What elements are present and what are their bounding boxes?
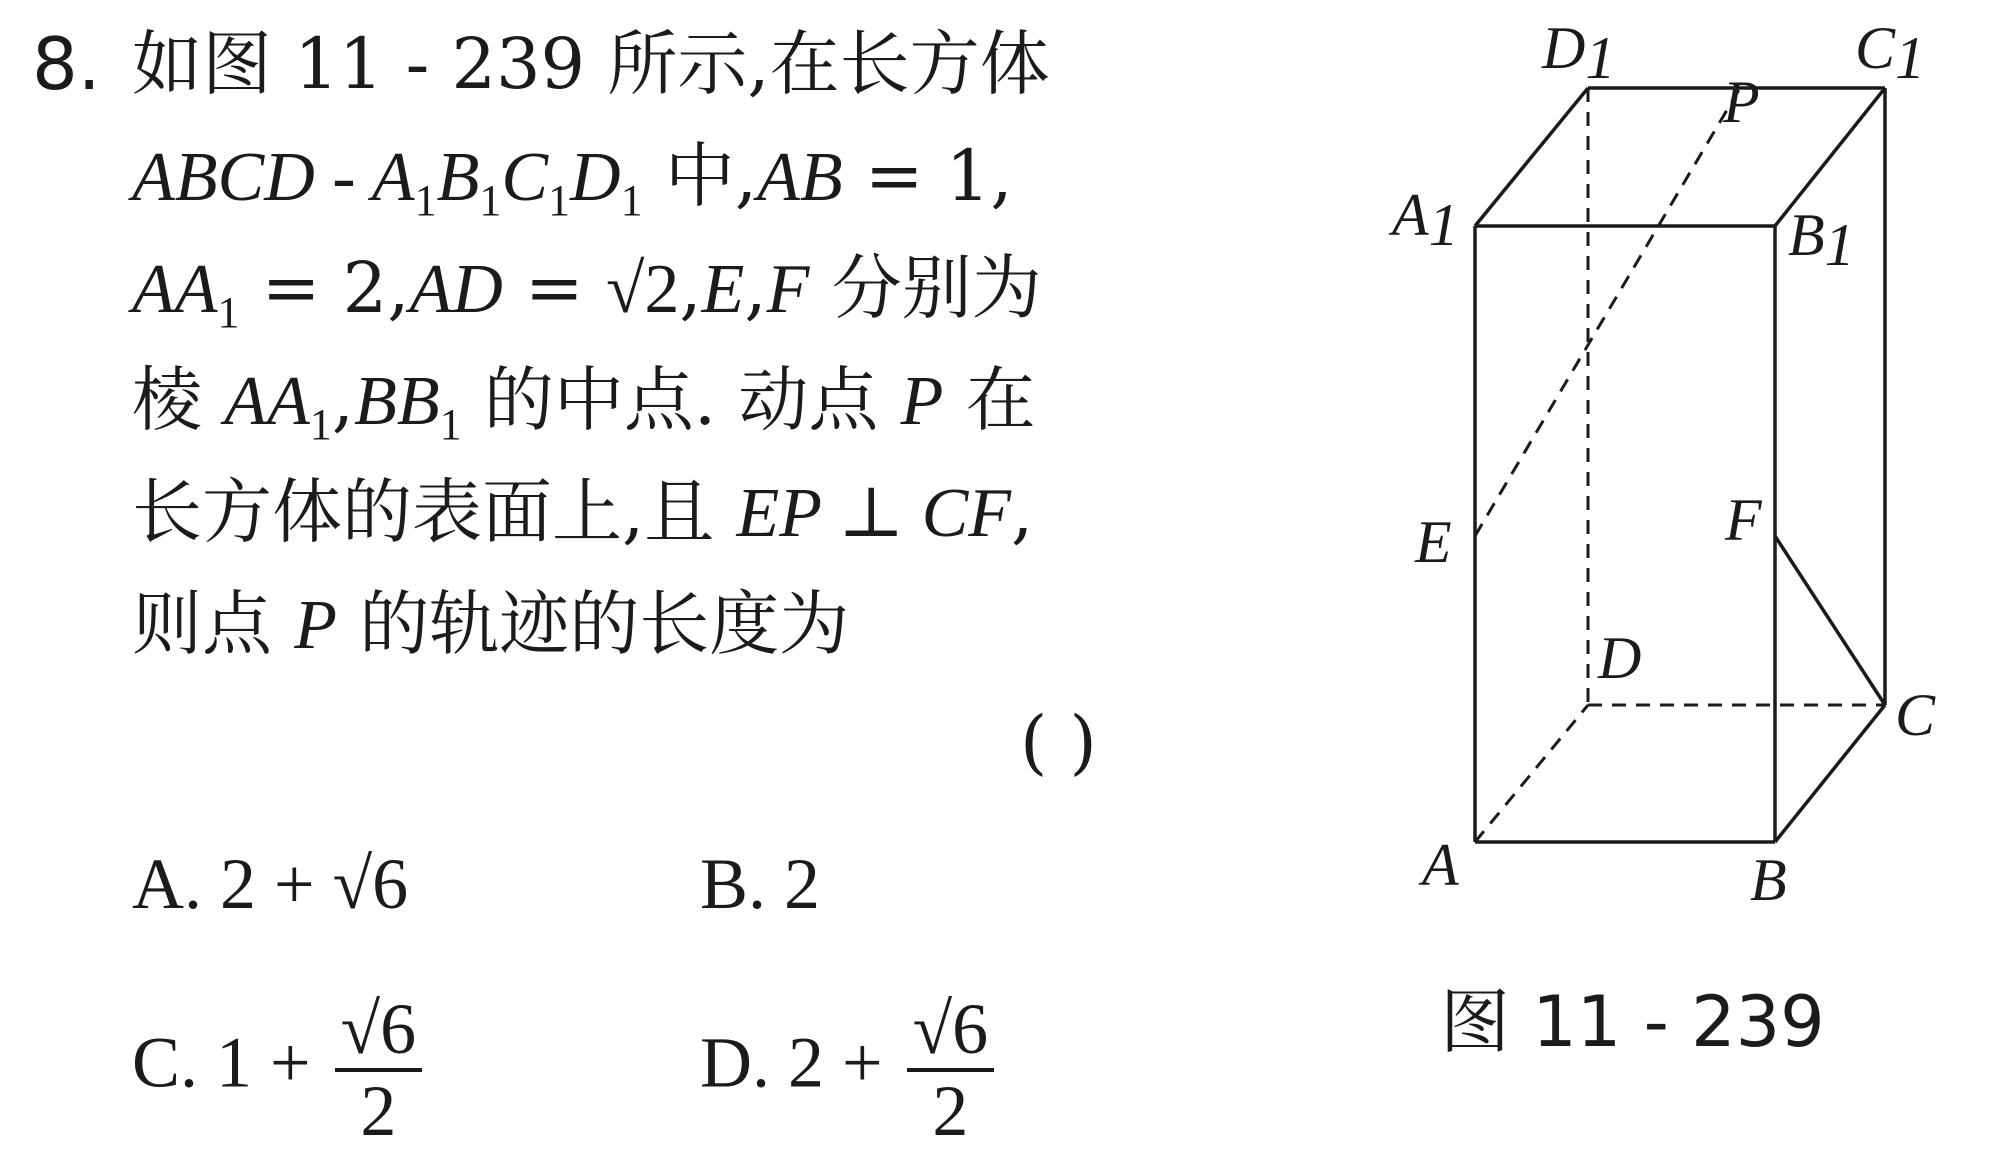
choice-d-numerator: √6 (907, 990, 995, 1072)
math-text: AA (224, 363, 310, 440)
question-line (132, 358, 1332, 470)
cuboid-figure (1370, 10, 1970, 1050)
choice-b-label: B. 2 (700, 844, 821, 924)
math-text: B (436, 139, 480, 216)
label-e: E (1415, 509, 1452, 575)
subscript: 1 (620, 176, 643, 225)
answer-blank: ( ) (1020, 701, 1097, 783)
question-line (132, 470, 1332, 582)
question-text-run: , (744, 247, 767, 329)
question-text-run: 棱 (132, 359, 225, 441)
segment-e-p (1475, 88, 1740, 536)
label-c1: C1 (1855, 15, 1926, 91)
question-text-run: 的中点. 动点 (461, 359, 901, 441)
question-line (132, 582, 1332, 694)
question-text-run: 如图 11 - 239 所示,在长方体 (132, 23, 1050, 105)
question-text-run: , (679, 247, 702, 329)
question-line (132, 22, 1332, 134)
subscript: 1 (439, 400, 462, 449)
label-d: D (1598, 625, 1642, 691)
math-text: AB (757, 139, 843, 216)
label-p: P (1723, 69, 1760, 135)
math-text: BB (354, 363, 440, 440)
figure-caption: 图 11 - 239 (1440, 981, 1825, 1063)
label-b: B (1750, 847, 1787, 913)
math-text: D (570, 139, 621, 216)
math-text: C (501, 139, 549, 216)
question-line (132, 134, 1332, 246)
choice-c-numerator: √6 (335, 990, 423, 1072)
choice-a-radical: √6 (332, 844, 409, 924)
question-text-run: = (502, 247, 606, 329)
choice-c-label: C. 1 + (132, 1022, 329, 1103)
choice-d-denominator: 2 (932, 1071, 969, 1151)
subscript: 1 (548, 176, 571, 225)
label-d1: D1 (1542, 15, 1616, 91)
label-c: C (1895, 682, 1936, 748)
label-a: A (1422, 832, 1459, 898)
segment-f-c (1775, 536, 1885, 705)
subscript: 1 (479, 176, 502, 225)
edge-a-d (1475, 705, 1588, 842)
choice-c[interactable] (132, 990, 422, 1150)
math-text: P (294, 587, 338, 664)
choice-c-fraction (335, 990, 423, 1150)
subscript: 1 (309, 400, 332, 449)
math-text: E (701, 251, 745, 328)
label-b1: B1 (1788, 202, 1855, 278)
choice-a-label: A. 2 + (132, 844, 333, 924)
choice-c-denominator: 2 (360, 1071, 397, 1151)
choice-d-fraction (907, 990, 995, 1150)
label-f: F (1725, 487, 1762, 553)
question-text-run: , (1011, 471, 1034, 553)
question-text-run: 则点 (132, 583, 295, 665)
math-text: AA (132, 251, 218, 328)
math-text: F (766, 251, 810, 328)
question-text-run: 分别为 (809, 247, 1042, 329)
question-text-run: 的轨迹的长度为 (337, 583, 850, 665)
choice-d-label: D. 2 + (700, 1022, 901, 1103)
edge-b-c (1775, 705, 1885, 842)
choice-b[interactable] (700, 842, 820, 926)
question-text-run: 中, (642, 135, 758, 217)
choice-a[interactable] (132, 842, 408, 926)
label-a1: A1 (1392, 182, 1459, 258)
subscript: 1 (414, 176, 437, 225)
question-line (132, 246, 1332, 358)
question-number: 8. (32, 22, 101, 106)
question-text (132, 22, 1332, 694)
edge-d1-a1 (1475, 88, 1588, 226)
question-text-run: = 2, (239, 247, 410, 329)
question-text-run: 在 (943, 359, 1036, 441)
question-text-run: 长方体的表面上,且 (132, 471, 737, 553)
math-text: AD (409, 251, 503, 328)
question-text-run: , (331, 359, 355, 441)
math-text: EP ⊥ CF (736, 475, 1012, 552)
choice-d[interactable] (700, 990, 994, 1150)
math-text: ABCD - A (132, 139, 415, 216)
question-text-run: = 1, (842, 135, 1013, 217)
subscript: 1 (217, 288, 240, 337)
math-text: √2 (605, 251, 680, 328)
math-text: P (900, 363, 944, 440)
